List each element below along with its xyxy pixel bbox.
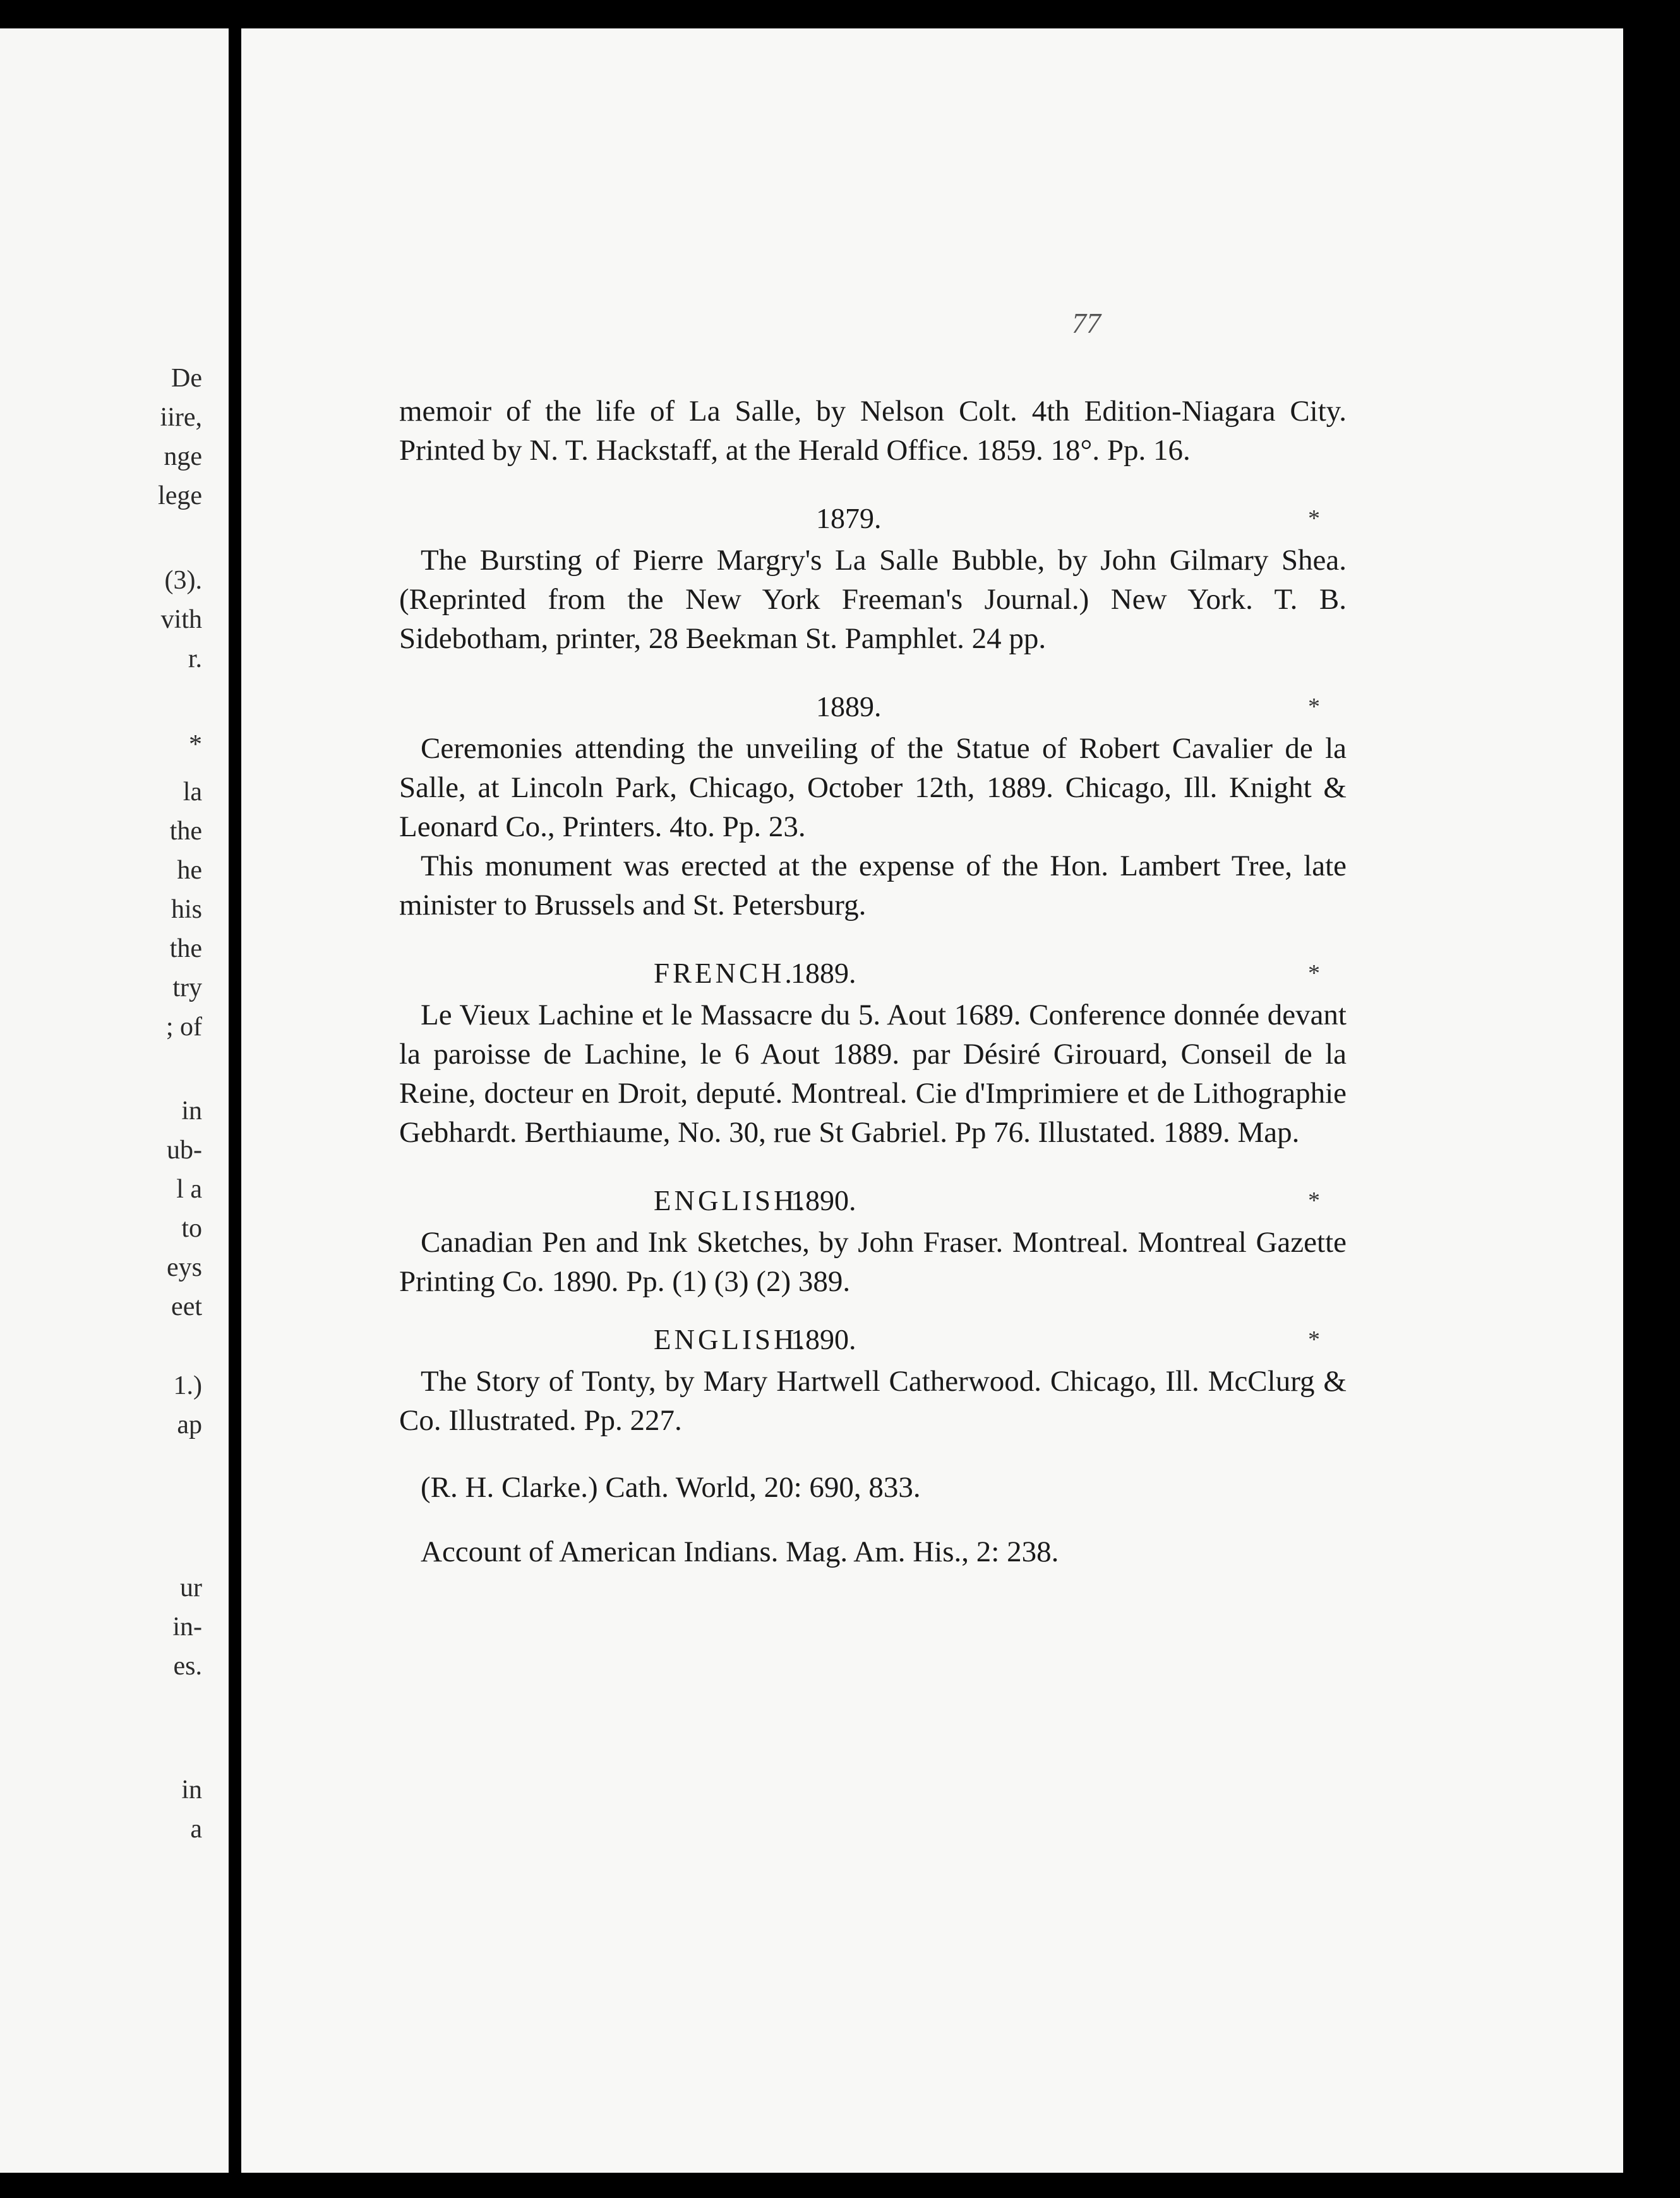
facing-page-fragment: r. — [188, 644, 202, 673]
facing-page-fragment: his — [171, 895, 202, 924]
bibliography-entry — [399, 687, 1347, 925]
facing-page-fragment: the — [169, 934, 202, 963]
facing-page-fragment: (3). — [164, 566, 202, 595]
bibliography-entry — [399, 499, 1347, 658]
facing-page-fragment: in — [181, 1775, 202, 1805]
asterisk-marker: * — [1308, 1187, 1320, 1214]
facing-page-fragment: la — [183, 778, 202, 807]
facing-page-fragment: l a — [176, 1175, 202, 1204]
bibliography-entry — [399, 954, 1347, 1152]
entry-text: Canadian Pen and Ink Sketches, by John Fraser. Montreal. Montreal Gazette Printing Co. 1890. Pp. (1) (3) (2) 389. — [399, 1226, 1347, 1298]
asterisk-marker: * — [1308, 694, 1320, 720]
facing-page-fragment: ap — [177, 1410, 202, 1439]
facing-page-fragment: vith — [160, 605, 202, 634]
facing-page-fragment: a — [190, 1815, 202, 1844]
entry-text: Ceremonies attending the unveiling of the Statue of Robert Cavalier de la Salle, at Lincoln Park, Chicago, October 12th, 1889. Chicago, Ill. Knight & Leonard Co., Printers. 4to. Pp. 23. — [399, 732, 1347, 843]
bibliography-text — [399, 392, 1347, 1571]
facing-page-fragment: in- — [172, 1612, 202, 1642]
facing-page-fragment: lege — [158, 481, 202, 510]
entry-heading — [399, 687, 1347, 726]
facing-page-fragment: eet — [171, 1292, 202, 1321]
asterisk-marker: * — [1308, 1326, 1320, 1353]
entry-heading — [399, 954, 1347, 993]
entry-text: Le Vieux Lachine et le Massacre du 5. Aout 1689. Conference donnée devant la paroisse de Lachine, le 6 Aout 1889. par Désiré Girouard, Conseil de la Reine, docteur en Droit, deputé. Montreal. Cie d'Imprimiere et de Lithographie Gebhardt. Berthiaume, No. 30, rue St Gabriel. Pp 76. Illustated. 1889. Map. — [399, 999, 1347, 1149]
entry-text: The Bursting of Pierre Margry's La Salle Bubble, by John Gilmary Shea. (Reprinted from the New York Freeman's Journal.) New York. T. B. Sidebotham, printer, 28 Beekman St. Pamphlet. 24 pp. — [399, 544, 1347, 655]
continued-entry: memoir of the life of La Salle, by Nelson Colt. 4th Edition-Niagara City. Printed by N. T. Hackstaff, at the Herald Office. 1859. 18°. Pp. 16. — [399, 395, 1347, 467]
asterisk-marker: * — [1308, 505, 1320, 532]
entry-year: 1890. — [791, 1323, 856, 1355]
asterisk-marker: * — [1308, 960, 1320, 987]
facing-page — [0, 28, 229, 2173]
facing-page-fragment: nge — [164, 442, 202, 471]
entry-language: FRENCH. — [654, 958, 795, 989]
facing-page-fragment: ; of — [165, 1012, 202, 1042]
facing-page-fragment: he — [177, 856, 202, 885]
facing-page-fragment: iire, — [160, 403, 202, 432]
entry-year: 1889. — [816, 690, 882, 723]
entry-heading — [399, 1320, 1347, 1359]
book-page — [241, 28, 1623, 2173]
page-number: 77 — [1072, 307, 1101, 339]
entry-language: ENGLISH. — [654, 1185, 808, 1216]
facing-page-fragment: ub- — [167, 1136, 202, 1165]
facing-page-fragment: 1.) — [173, 1371, 202, 1400]
entry-year: 1889. — [791, 957, 856, 989]
facing-page-fragment: in — [181, 1096, 202, 1126]
bibliography-entry — [399, 1320, 1347, 1440]
reference-line: (R. H. Clarke.) Cath. World, 20: 690, 833. — [421, 1471, 921, 1504]
entry-note: This monument was erected at the expense of the Hon. Lambert Tree, late minister to Brussels and St. Petersburg. — [399, 850, 1347, 922]
bibliography-entry — [399, 1181, 1347, 1301]
entry-year: 1890. — [791, 1184, 856, 1216]
reference-line: Account of American Indians. Mag. Am. His., 2: 238. — [421, 1535, 1059, 1568]
facing-page-fragment: ur — [180, 1573, 202, 1602]
facing-page-fragment: eys — [167, 1253, 202, 1282]
facing-page-fragment: try — [172, 973, 202, 1002]
entry-text: The Story of Tonty, by Mary Hartwell Catherwood. Chicago, Ill. McClurg & Co. Illustrated. Pp. 227. — [399, 1365, 1347, 1437]
entry-heading — [399, 1181, 1347, 1220]
facing-page-fragment: the — [169, 817, 202, 846]
facing-page-fragment: to — [181, 1214, 202, 1243]
facing-page-fragment: es. — [173, 1652, 202, 1681]
entry-year: 1879. — [816, 502, 882, 534]
facing-page-fragment: * — [189, 730, 202, 759]
facing-page-fragment: De — [171, 364, 202, 393]
entry-heading — [399, 499, 1347, 538]
entry-language: ENGLISH. — [654, 1324, 808, 1355]
